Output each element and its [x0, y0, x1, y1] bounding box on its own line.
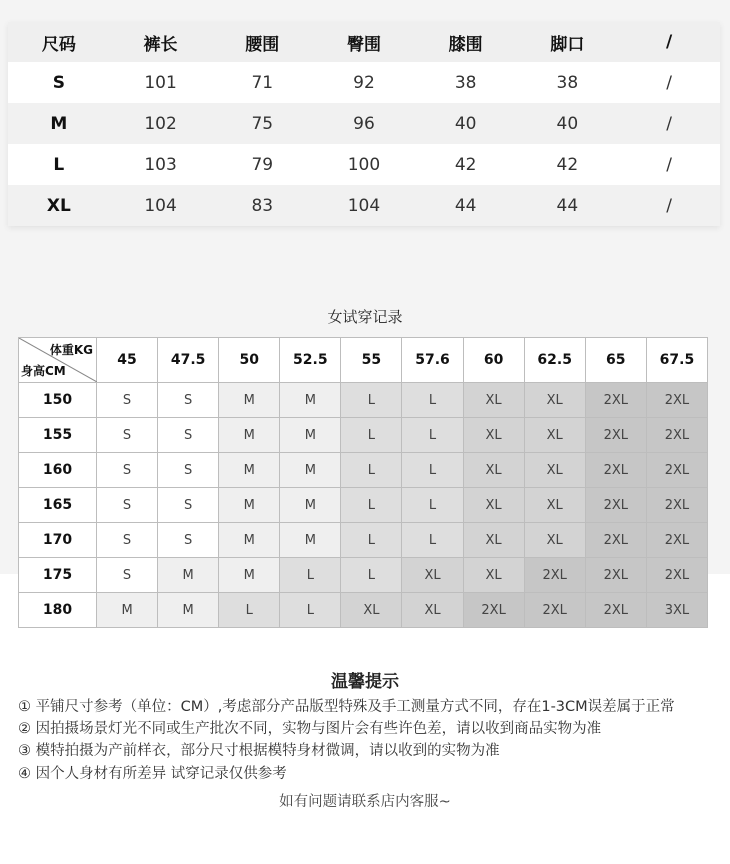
weight-header-cell: 60 — [463, 338, 524, 383]
size-chart-header: 臀围 — [313, 22, 415, 62]
size-cell: 71 — [211, 62, 313, 103]
tryon-row — [19, 593, 708, 628]
recommended-size-cell: L — [402, 488, 463, 523]
size-chart-row — [8, 185, 720, 226]
recommended-size-cell: L — [402, 523, 463, 558]
weight-header-cell: 52.5 — [280, 338, 341, 383]
height-cell: 175 — [19, 558, 97, 593]
size-cell: / — [618, 144, 720, 185]
size-cell: 96 — [313, 103, 415, 144]
recommended-size-cell: XL — [524, 383, 585, 418]
recommended-size-cell: M — [219, 418, 280, 453]
tip-item: ③ 模特拍摄为产前样衣，部分尺寸根据模特身材微调，请以收到的实物为准 — [18, 743, 500, 759]
size-chart-row — [8, 62, 720, 103]
recommended-size-cell: 2XL — [585, 593, 646, 628]
size-chart-header: 膝围 — [415, 22, 517, 62]
recommended-size-cell: L — [341, 523, 402, 558]
recommended-size-cell: S — [158, 418, 219, 453]
size-chart-header: 腰围 — [211, 22, 313, 62]
tips-title: 温馨提示 — [331, 672, 399, 692]
weight-header-cell: 50 — [219, 338, 280, 383]
recommended-size-cell: 2XL — [585, 418, 646, 453]
recommended-size-cell: M — [219, 453, 280, 488]
height-cell: 155 — [19, 418, 97, 453]
height-cell: 170 — [19, 523, 97, 558]
size-cell: 44 — [415, 185, 517, 226]
recommended-size-cell: 2XL — [646, 488, 707, 523]
recommended-size-cell: XL — [463, 558, 524, 593]
size-cell: / — [618, 62, 720, 103]
recommended-size-cell: XL — [402, 558, 463, 593]
size-cell: 102 — [110, 103, 212, 144]
tryon-row — [19, 453, 708, 488]
recommended-size-cell: M — [158, 593, 219, 628]
recommended-size-cell: M — [280, 383, 341, 418]
tryon-row — [19, 488, 708, 523]
size-cell: 103 — [110, 144, 212, 185]
recommended-size-cell: M — [219, 558, 280, 593]
size-cell: 40 — [415, 103, 517, 144]
height-cell: 180 — [19, 593, 97, 628]
recommended-size-cell: XL — [524, 418, 585, 453]
size-cell: 83 — [211, 185, 313, 226]
tryon-row — [19, 523, 708, 558]
size-cell: / — [618, 185, 720, 226]
recommended-size-cell: XL — [463, 383, 524, 418]
size-cell: 101 — [110, 62, 212, 103]
recommended-size-cell: XL — [402, 593, 463, 628]
weight-header-cell: 45 — [97, 338, 158, 383]
recommended-size-cell: 2XL — [524, 593, 585, 628]
tip-item: ④ 因个人身材有所差异 试穿记录仅供参考 — [18, 766, 287, 782]
recommended-size-cell: XL — [524, 453, 585, 488]
tryon-title: 女试穿记录 — [327, 308, 403, 326]
recommended-size-cell: S — [97, 488, 158, 523]
recommended-size-cell: L — [341, 383, 402, 418]
weight-header-cell: 57.6 — [402, 338, 463, 383]
size-label: M — [8, 103, 110, 144]
recommended-size-cell: M — [280, 453, 341, 488]
size-cell: 104 — [110, 185, 212, 226]
recommended-size-cell: XL — [524, 523, 585, 558]
recommended-size-cell: L — [402, 383, 463, 418]
recommended-size-cell: L — [280, 558, 341, 593]
size-label: L — [8, 144, 110, 185]
height-cell: 160 — [19, 453, 97, 488]
recommended-size-cell: 2XL — [646, 523, 707, 558]
recommended-size-cell: S — [158, 488, 219, 523]
weight-header-cell: 62.5 — [524, 338, 585, 383]
recommended-size-cell: S — [97, 558, 158, 593]
weight-header-cell: 55 — [341, 338, 402, 383]
weight-header-cell: 67.5 — [646, 338, 707, 383]
recommended-size-cell: 3XL — [646, 593, 707, 628]
tryon-row — [19, 558, 708, 593]
recommended-size-cell: L — [341, 488, 402, 523]
recommended-size-cell: L — [341, 558, 402, 593]
recommended-size-cell: L — [280, 593, 341, 628]
recommended-size-cell: 2XL — [585, 488, 646, 523]
recommended-size-cell: S — [158, 383, 219, 418]
recommended-size-cell: 2XL — [463, 593, 524, 628]
recommended-size-cell: 2XL — [585, 523, 646, 558]
recommended-size-cell: XL — [463, 453, 524, 488]
size-cell: 79 — [211, 144, 313, 185]
recommended-size-cell: S — [97, 453, 158, 488]
recommended-size-cell: L — [219, 593, 280, 628]
weight-header-cell: 47.5 — [158, 338, 219, 383]
tryon-weight-row — [19, 338, 708, 383]
recommended-size-cell: 2XL — [646, 418, 707, 453]
tryon-record-table — [18, 337, 708, 628]
recommended-size-cell: S — [158, 453, 219, 488]
tip-item: ① 平铺尺寸参考（单位：CM）,考虑部分产品版型特殊及手工测量方式不同，存在1-3CM误差属于正常 — [18, 699, 675, 715]
tip-item: ② 因拍摄场景灯光不同或生产批次不同，实物与图片会有些许色差，请以收到商品实物为准 — [18, 721, 602, 737]
size-cell: 92 — [313, 62, 415, 103]
size-cell: / — [618, 103, 720, 144]
recommended-size-cell: M — [219, 488, 280, 523]
tryon-row — [19, 383, 708, 418]
recommended-size-cell: XL — [524, 488, 585, 523]
recommended-size-cell: S — [97, 383, 158, 418]
size-chart-table — [8, 22, 720, 226]
recommended-size-cell: M — [97, 593, 158, 628]
size-chart-header: 脚口 — [517, 22, 619, 62]
size-cell: 42 — [517, 144, 619, 185]
recommended-size-cell: M — [280, 488, 341, 523]
recommended-size-cell: XL — [463, 488, 524, 523]
recommended-size-cell: L — [341, 453, 402, 488]
recommended-size-cell: M — [280, 418, 341, 453]
recommended-size-cell: 2XL — [585, 453, 646, 488]
size-cell: 100 — [313, 144, 415, 185]
size-chart-header: 裤长 — [110, 22, 212, 62]
height-cell: 165 — [19, 488, 97, 523]
size-cell: 75 — [211, 103, 313, 144]
size-chart-row — [8, 103, 720, 144]
size-chart-row — [8, 144, 720, 185]
weight-axis-label: 体重KG — [49, 343, 93, 357]
recommended-size-cell: S — [97, 523, 158, 558]
weight-header-cell: 65 — [585, 338, 646, 383]
recommended-size-cell: M — [219, 523, 280, 558]
size-label: XL — [8, 185, 110, 226]
size-cell: 42 — [415, 144, 517, 185]
size-cell: 38 — [517, 62, 619, 103]
size-cell: 44 — [517, 185, 619, 226]
contact-note: 如有问题请联系店内客服~ — [279, 794, 451, 810]
recommended-size-cell: S — [97, 418, 158, 453]
recommended-size-cell: 2XL — [585, 558, 646, 593]
recommended-size-cell: L — [402, 418, 463, 453]
size-chart-header: 尺码 — [8, 22, 110, 62]
height-cell: 150 — [19, 383, 97, 418]
recommended-size-cell: XL — [463, 418, 524, 453]
height-axis-label: 身高CM — [21, 364, 66, 378]
recommended-size-cell: S — [158, 523, 219, 558]
recommended-size-cell: 2XL — [646, 453, 707, 488]
recommended-size-cell: 2XL — [646, 383, 707, 418]
size-chart-header-row — [8, 22, 720, 62]
recommended-size-cell: M — [280, 523, 341, 558]
recommended-size-cell: L — [341, 418, 402, 453]
recommended-size-cell: 2XL — [646, 558, 707, 593]
recommended-size-cell: L — [402, 453, 463, 488]
size-cell: 38 — [415, 62, 517, 103]
size-cell: 40 — [517, 103, 619, 144]
recommended-size-cell: 2XL — [585, 383, 646, 418]
tryon-row — [19, 418, 708, 453]
recommended-size-cell: XL — [463, 523, 524, 558]
recommended-size-cell: M — [158, 558, 219, 593]
size-cell: 104 — [313, 185, 415, 226]
recommended-size-cell: 2XL — [524, 558, 585, 593]
size-label: S — [8, 62, 110, 103]
recommended-size-cell: XL — [341, 593, 402, 628]
recommended-size-cell: M — [219, 383, 280, 418]
tryon-corner-cell — [19, 338, 97, 383]
size-chart-header: / — [618, 22, 720, 62]
